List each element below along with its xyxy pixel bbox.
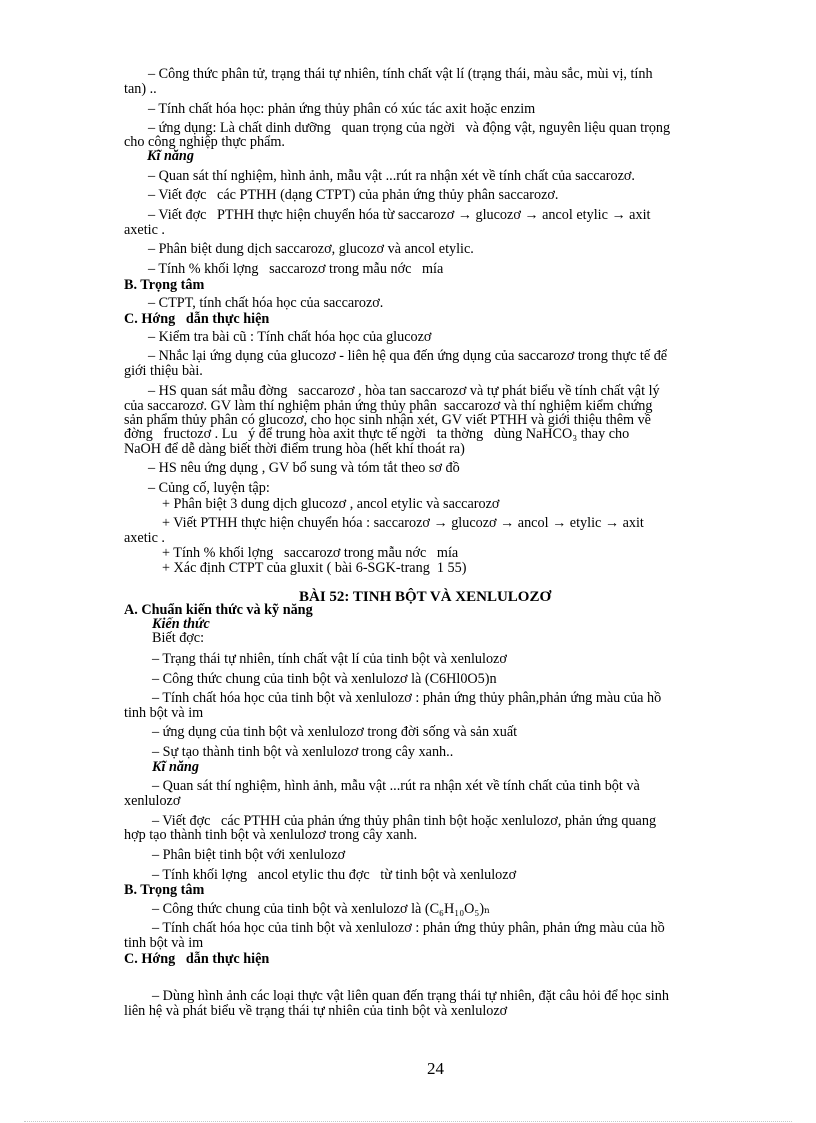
text-line: – HS quan sát mẫu đờng saccarozơ , hòa tan saccarozơ và tự phát biểu về tính chất vật lý [148,383,660,399]
text-line: – Tính khối lợng ancol etylic thu đợc từ tinh bột và xenlulozơ [152,867,517,883]
subheading-ki-nang: Kĩ năng [147,148,194,164]
page-bottom-rule [24,1121,792,1122]
text-line: tinh bột và im [124,705,204,721]
section-heading: B. Trọng tâm [124,882,205,898]
text-line: – Dùng hình ảnh các loại thực vật liên quan đến trạng thái tự nhiên, đặt câu hỏi để học sinh [152,988,669,1004]
section-heading: B. Trọng tâm [124,277,205,293]
text-line: sản phẩm thủy phân có glucozơ, cho học sinh nhận xét, GV viết PTHH và giới thiệu thêm về [124,412,651,428]
text-line: – Tính chất hóa học: phản ứng thủy phân có xúc tác axit hoặc enzim [148,101,536,117]
lesson-title: BÀI 52: TINH BỘT VÀ XENLULOZƠ [299,589,552,605]
subheading-kien-thuc: Kiến thức [152,616,210,632]
section-heading: C. Hớng dẫn thực hiện [124,951,270,967]
text-line: – ứng dụng của tinh bột và xenlulozơ trong đời sống và sản xuất [152,724,518,740]
list-item: + Viết PTHH thực hiện chuyển hóa : saccarozơ → glucozơ → ancol → etylic → axit [162,515,644,531]
text-line: tan) .. [124,81,157,97]
text-line: cho công nghiệp thực phẩm. [124,134,285,150]
text-line: – Công thức chung của tinh bột và xenlulozơ là (C₆H₁₀O₅)ₙ [152,901,491,917]
text-line: – Viết đợc các PTHH (dạng CTPT) của phản ứng thủy phân saccarozơ. [148,187,559,203]
text-line: tinh bột và im [124,935,204,951]
text-line: – Viết đợc các PTHH của phản ứng thủy phân tinh bột hoặc xenlulozơ, phản ứng quang [152,813,657,829]
text-line: xenlulozơ [124,793,181,809]
text-line: – ứng dụng: Là chất dinh dưỡng quan trọng của ngời và động vật, nguyên liệu quan trọng [148,120,671,136]
text-line: – Nhắc lại ứng dụng của glucozơ - liên hệ qua đến ứng dụng của saccarozơ trong thực tế để [148,348,668,364]
subheading-ki-nang: Kĩ năng [152,759,199,775]
text-line: – CTPT, tính chất hóa học của saccarozơ. [148,295,384,311]
list-item: + Tính % khối lợng saccarozơ trong mẫu nớc mía [162,545,459,561]
text-line: Biết đợc: [152,630,205,646]
text-line: axetic . [124,222,165,238]
text-line: – Viết đợc PTHH thực hiện chuyển hóa từ saccarozơ → glucozơ → ancol etylic → axit [148,207,651,223]
text-line: – Kiểm tra bài cũ : Tính chất hóa học của glucozơ [148,329,432,345]
text-line: – Tính chất hóa học của tinh bột và xenlulozơ : phản ứng thủy phân, phản ứng màu của hồ [152,920,665,936]
section-heading: C. Hớng dẫn thực hiện [124,311,270,327]
text-line: liên hệ và phát biểu về trạng thái tự nhiên của tinh bột và xenlulozơ [124,1003,508,1019]
text-line: đờng fructozơ . Lu ý để trung hòa axit thực tế ngời ta thờng dùng NaHCO₃ thay cho [124,426,630,442]
text-line: – Quan sát thí nghiệm, hình ảnh, mẫu vật ...rút ra nhận xét về tính chất của tinh bột và [152,778,640,794]
text-line: – HS nêu ứng dụng , GV bổ sung và tóm tắt theo sơ đồ [148,460,460,476]
list-item: + Phân biệt 3 dung dịch glucozơ , ancol etylic và saccarozơ [162,496,500,512]
text-line: axetic . [124,530,165,546]
text-line: – Phân biệt dung dịch saccarozơ, glucozơ và ancol etylic. [148,241,474,257]
text-line: giới thiệu bài. [124,363,203,379]
text-line: – Công thức phân tử, trạng thái tự nhiên, tính chất vật lí (trạng thái, màu sắc, mùi vị, tính [148,66,653,82]
section-heading: A. Chuẩn kiến thức và kỹ năng [124,602,313,618]
text-line: NaOH để dễ dàng biết thời điểm trung hòa (hết khí thoát ra) [124,441,465,457]
text-line: – Phân biệt tinh bột với xenlulozơ [152,847,346,863]
text-line: – Công thức chung của tinh bột và xenlulozơ là (C6Hl0O5)n [152,671,497,687]
text-line: của saccarozơ. GV làm thí nghiệm phản ứng thủy phân saccarozơ và thí nghiệm kiểm chứng [124,398,653,414]
list-item: + Xác định CTPT của gluxit ( bài 6-SGK-trang 1 55) [162,560,467,576]
text-line: – Tính chất hóa học của tinh bột và xenlulozơ : phản ứng thủy phân,phản ứng màu của hồ [152,690,662,706]
text-line: – Sự tạo thành tinh bột và xenlulozơ trong cây xanh.. [152,744,454,760]
text-line: – Củng cố, luyện tập: [148,480,270,496]
text-line: – Tính % khối lợng saccarozơ trong mẫu nớc mía [148,261,444,277]
text-line: – Quan sát thí nghiệm, hình ảnh, mẫu vật ...rút ra nhận xét về tính chất của saccarozơ. [148,168,635,184]
text-line: – Trạng thái tự nhiên, tính chất vật lí của tinh bột và xenlulozơ [152,651,507,667]
text-line: hợp tạo thành tinh bột và xenlulozơ trong cây xanh. [124,827,418,843]
page-number: 24 [427,1059,444,1078]
